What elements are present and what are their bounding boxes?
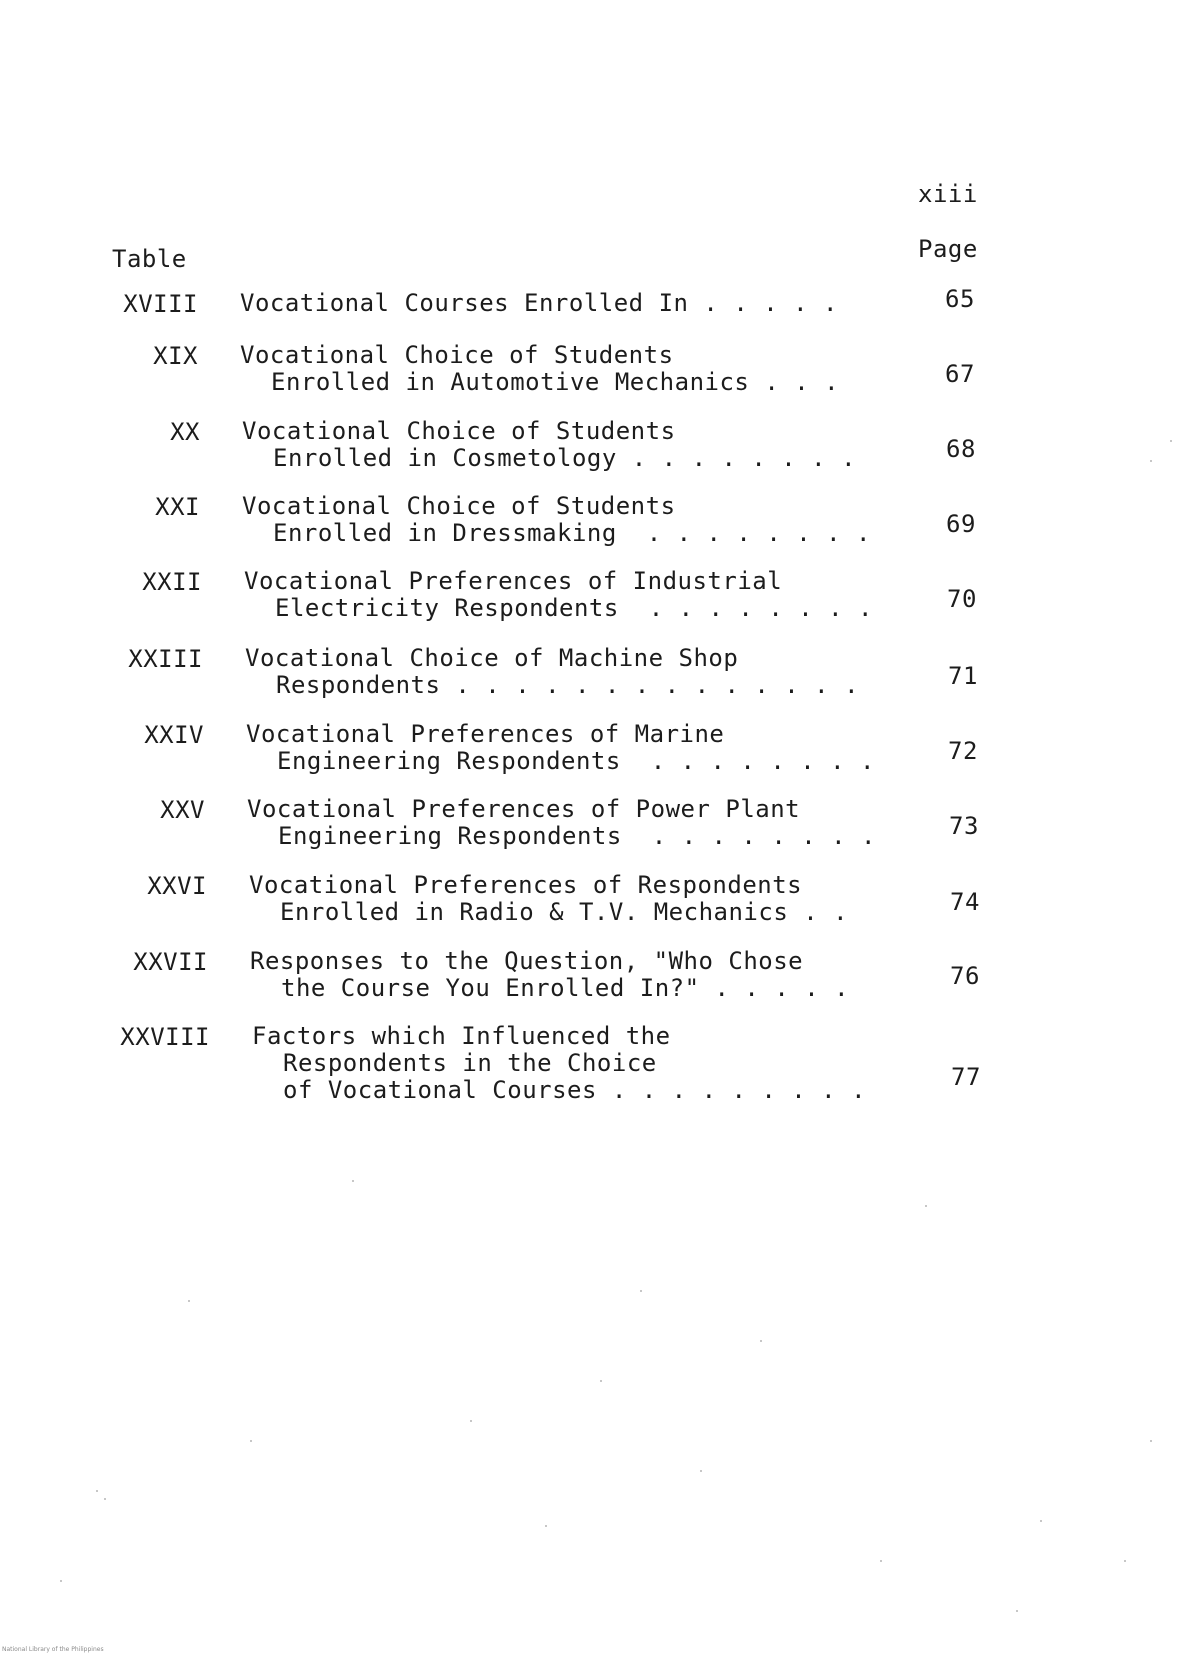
table-title-line: Engineering Respondents . . . . . . . . [278, 822, 876, 850]
table-title [240, 342, 890, 396]
page-reference: 74 [950, 888, 980, 916]
table-title [252, 1023, 902, 1104]
table-title-line: Enrolled in Radio & T.V. Mechanics . . [280, 898, 849, 926]
scan-speck [96, 1490, 98, 1492]
table-number: XXVIII [120, 1023, 210, 1051]
table-title-line: Vocational Preferences of Power Plant [247, 795, 801, 823]
table-title-line: of Vocational Courses . . . . . . . . . [283, 1076, 867, 1104]
page-reference: 72 [948, 737, 978, 765]
table-number: XIX [153, 342, 198, 370]
table-title-line: Vocational Courses Enrolled In . . . . . [240, 289, 838, 317]
table-title [250, 948, 900, 1002]
table-number: XXVII [133, 948, 208, 976]
table-number: XXVI [147, 872, 207, 900]
scan-speck [545, 1525, 547, 1527]
scan-speck [104, 1498, 106, 1500]
scan-speck [1016, 1610, 1018, 1612]
page-reference: 76 [950, 962, 980, 990]
page-column-heading: Page [918, 235, 978, 263]
scan-speck [700, 1470, 702, 1472]
scan-speck [925, 1205, 927, 1207]
table-title-line: Respondents . . . . . . . . . . . . . . [276, 671, 860, 699]
scan-speck [352, 1180, 354, 1182]
page-reference: 73 [949, 812, 979, 840]
scan-speck [60, 1580, 62, 1582]
table-title-line: the Course You Enrolled In?" . . . . . [281, 974, 850, 1002]
table-title-line: Vocational Choice of Students [242, 492, 676, 520]
page-number: xiii [918, 180, 978, 208]
table-title-line: Responses to the Question, "Who Chose [250, 947, 804, 975]
table-title-line: Factors which Influenced the [252, 1022, 671, 1050]
page-reference: 71 [948, 662, 978, 690]
scan-speck [880, 1560, 882, 1562]
table-column-heading: Table [112, 245, 187, 273]
table-number: XXII [142, 568, 202, 596]
scan-speck [1150, 1440, 1152, 1442]
table-number: XXIV [144, 721, 204, 749]
table-title-line: Vocational Preferences of Industrial [244, 567, 783, 595]
scan-speck [250, 1440, 252, 1442]
page-reference: 67 [945, 360, 975, 388]
table-title-line: Vocational Choice of Students [242, 417, 676, 445]
table-title [244, 568, 894, 622]
scan-speck [1150, 460, 1152, 462]
table-title-line: Vocational Preferences of Respondents [249, 871, 803, 899]
scan-speck [1124, 1560, 1126, 1562]
scan-speck [188, 1300, 190, 1302]
table-title [242, 493, 892, 547]
table-title-line: Vocational Choice of Students [240, 341, 674, 369]
table-number: XXIII [128, 645, 203, 673]
table-title-line: Enrolled in Dressmaking . . . . . . . . [273, 519, 871, 547]
table-title-line: Enrolled in Cosmetology . . . . . . . . [273, 444, 857, 472]
table-title [247, 796, 897, 850]
table-title [242, 418, 892, 472]
scan-speck [1170, 440, 1172, 442]
table-title-line: Enrolled in Automotive Mechanics . . . [271, 368, 840, 396]
page-reference: 70 [947, 585, 977, 613]
table-title [240, 290, 890, 317]
scan-speck [1040, 1520, 1042, 1522]
table-title-line: Electricity Respondents . . . . . . . . [275, 594, 873, 622]
table-title-line: Vocational Choice of Machine Shop [245, 644, 739, 672]
table-number: XX [170, 418, 200, 446]
table-title-line: Engineering Respondents . . . . . . . . [277, 747, 875, 775]
scan-speck [470, 1420, 472, 1422]
table-title [245, 645, 895, 699]
footer-note: National Library of the Philippines [2, 1646, 104, 1653]
table-title-line: Vocational Preferences of Marine [246, 720, 725, 748]
page-reference: 69 [946, 510, 976, 538]
table-title-line: Respondents in the Choice [283, 1049, 657, 1077]
table-number: XXV [160, 796, 205, 824]
page-reference: 77 [951, 1063, 981, 1091]
scan-speck [600, 1380, 602, 1382]
scan-speck [640, 1290, 642, 1292]
table-number: XVIII [123, 290, 198, 318]
table-number: XXI [155, 493, 200, 521]
table-title [249, 872, 899, 926]
page-reference: 68 [946, 435, 976, 463]
page-reference: 65 [945, 285, 975, 313]
table-title [246, 721, 896, 775]
scan-speck [760, 1340, 762, 1342]
